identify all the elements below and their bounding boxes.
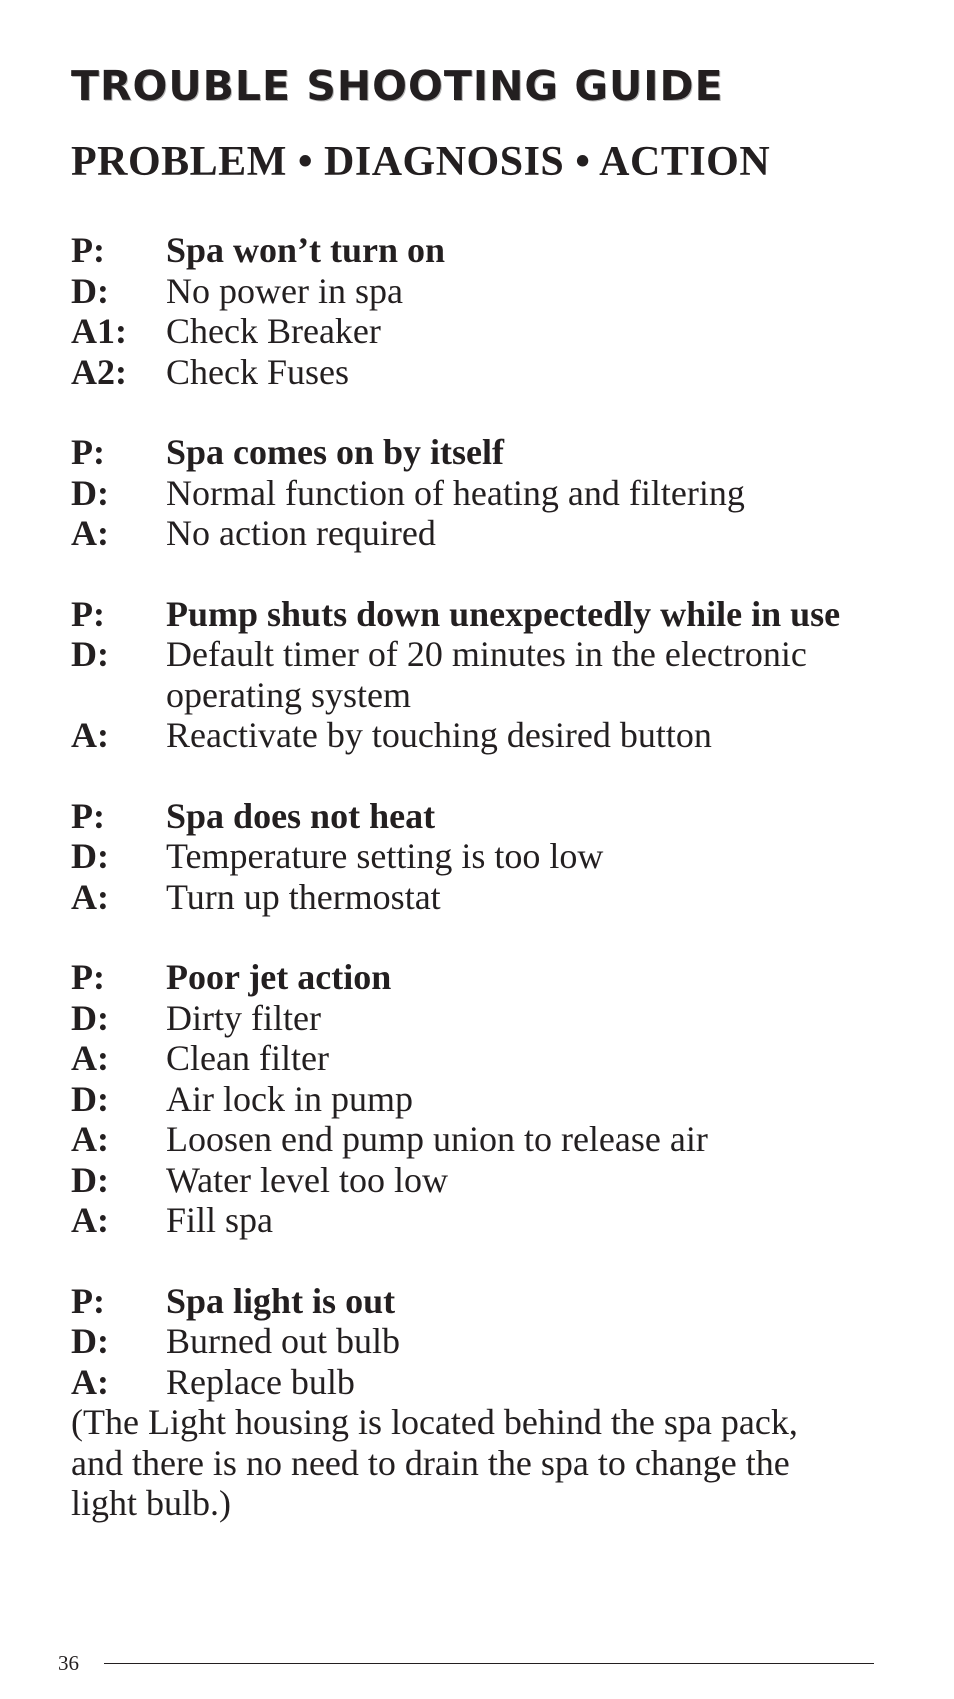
action-row [71, 1119, 931, 1160]
action-row [71, 1200, 931, 1241]
action-row [71, 1362, 931, 1403]
row-text: Fill spa [166, 1200, 274, 1240]
row-text: No power in spa [166, 270, 403, 311]
action-row [71, 311, 931, 352]
row-text: Check Breaker [166, 311, 381, 351]
row-text: Pump shuts down unexpectedly while in use [166, 593, 841, 634]
row-code: A: [71, 876, 109, 917]
row-text: Spa won’t turn on [166, 230, 446, 270]
row-code: D: [71, 634, 109, 674]
diagnosis-row [71, 998, 931, 1039]
row-code: D: [71, 836, 109, 876]
row-code: A: [71, 1038, 109, 1078]
row-code: D: [71, 997, 109, 1038]
row-text: Check Fuses [166, 351, 349, 392]
footer-rule [104, 1663, 874, 1664]
action-row [71, 513, 931, 554]
problem-row [71, 594, 931, 635]
row-text: Normal function of heating and filtering [166, 472, 745, 513]
row-text: Water level too low [166, 1159, 449, 1200]
diagnosis-row [71, 1160, 931, 1201]
row-code: A: [71, 1361, 109, 1402]
row-code: P: [71, 593, 105, 634]
row-text: Air lock in pump [166, 1078, 413, 1119]
problem-row [71, 796, 931, 837]
trouble-section [71, 432, 931, 554]
row-text: Poor jet action [166, 957, 392, 997]
page-footer [58, 1650, 878, 1676]
row-text: Spa light is out [166, 1280, 396, 1321]
trouble-section [71, 230, 931, 392]
trouble-section [71, 594, 931, 756]
action-row [71, 877, 931, 918]
row-code: P: [71, 230, 105, 270]
page-number: 36 [58, 1651, 79, 1675]
row-text: No action required [166, 513, 436, 553]
row-code: A: [71, 513, 109, 553]
page-title: TROUBLE SHOOTING GUIDE [71, 62, 724, 110]
trouble-section [71, 796, 931, 918]
diagnosis-row [71, 1321, 931, 1362]
diagnosis-row [71, 271, 931, 312]
row-code: A1: [71, 311, 127, 351]
row-code: D: [71, 1321, 109, 1361]
action-row [71, 1038, 931, 1079]
diagnosis-row [71, 1079, 931, 1120]
troubleshooting-sections [71, 230, 931, 1524]
row-code: D: [71, 472, 109, 513]
problem-row [71, 957, 931, 998]
row-code: P: [71, 957, 105, 997]
row-code: A: [71, 1119, 109, 1159]
troubleshooting-page [71, 58, 931, 1524]
row-code: D: [71, 1078, 109, 1119]
row-text: Burned out bulb [166, 1321, 400, 1361]
action-row [71, 352, 931, 393]
row-code: A2: [71, 351, 127, 392]
row-code: A: [71, 715, 109, 755]
diagnosis-row [71, 836, 931, 877]
row-code: P: [71, 795, 105, 836]
row-text: Loosen end pump union to release air [166, 1119, 708, 1159]
light-housing-note: (The Light housing is located behind the spa pack, and there is no need to drain the spa to change the light bulb.) [71, 1402, 798, 1523]
row-text: Spa does not heat [166, 795, 436, 836]
diagnosis-row [71, 634, 931, 715]
problem-row [71, 432, 931, 473]
row-text: Spa comes on by itself [166, 432, 505, 472]
row-text: Clean filter [166, 1038, 329, 1078]
row-code: P: [71, 432, 105, 472]
row-code: A: [71, 1200, 109, 1240]
row-code: D: [71, 1159, 109, 1200]
row-text: Dirty filter [166, 997, 321, 1038]
problem-row [71, 1281, 931, 1322]
diagnosis-row [71, 473, 931, 514]
row-code: D: [71, 270, 109, 311]
page-subtitle: PROBLEM • DIAGNOSIS • ACTION [71, 139, 771, 185]
row-text: Turn up thermostat [166, 876, 441, 917]
row-text: Reactivate by touching desired button [166, 715, 712, 755]
trouble-section [71, 1281, 931, 1524]
row-code: P: [71, 1280, 105, 1321]
row-text: Replace bulb [166, 1361, 355, 1402]
problem-row [71, 230, 931, 271]
action-row [71, 715, 931, 756]
row-text: Temperature setting is too low [166, 836, 604, 876]
row-text: Default timer of 20 minutes in the electronic operating system [166, 634, 807, 715]
trouble-section [71, 957, 931, 1241]
